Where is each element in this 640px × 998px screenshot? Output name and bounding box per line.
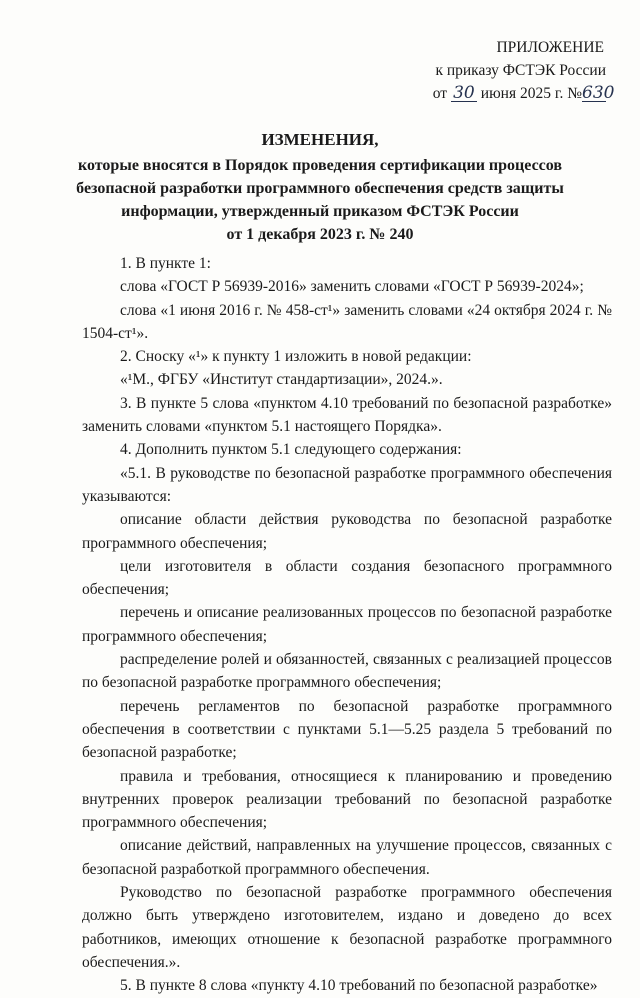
paragraph: цели изготовителя в области создания безопасного программного обеспечения; xyxy=(82,557,612,599)
paragraph: 5. В пункте 8 слова «пункту 4.10 требований по безопасной разработке» xyxy=(120,977,598,995)
paragraph: 2. Сноску «¹» к пункту 1 изложить в новой редакции: xyxy=(120,348,472,366)
appendix-title: ПРИЛОЖЕНИЕ xyxy=(496,39,604,56)
order-date xyxy=(432,82,615,105)
heading-line-1: которые вносятся в Порядок проведения сертификации процессов xyxy=(77,157,563,174)
appendix-subtitle: к приказу ФСТЭК России xyxy=(435,62,606,79)
paragraph: «¹М., ФГБУ «Институт стандартизации», 2024.». xyxy=(120,371,443,389)
paragraph: слова «ГОСТ Р 56939-2016» заменить словами «ГОСТ Р 56939-2024»; xyxy=(120,278,584,296)
paragraph: 1. В пункте 1: xyxy=(120,255,211,272)
paragraph: распределение ролей и обязанностей, связанных с реализацией процессов по безопасной разработке программного обеспечения; xyxy=(82,651,612,692)
heading-line-4: от 1 декабря 2023 г. № 240 xyxy=(226,226,414,243)
document-body xyxy=(82,252,612,998)
heading-title: ИЗМЕНЕНИЯ, xyxy=(261,130,379,149)
paragraph: 4. Дополнить пунктом 5.1 следующего содержания: xyxy=(120,441,462,459)
paragraph: Руководство по безопасной разработке программного обеспечения должно быть утверждено изготовителем, издано и доведено до всех работников, имеющих отношение к безопасной разработке программного обеспечения.». xyxy=(82,884,612,971)
heading-line-2: безопасной разработки программного обеспечения средств защиты xyxy=(76,180,564,197)
paragraph: правила и требования, относящиеся к планированию и проведению внутренних проверок реализации требований по безопасной разработке программного обеспечения; xyxy=(82,767,612,832)
date-prefix: от xyxy=(432,85,448,102)
heading-line-3: информации, утвержденный приказом ФСТЭК России xyxy=(121,203,519,220)
handwritten-day: 30 xyxy=(451,85,477,102)
appendix-header xyxy=(432,36,615,105)
paragraph: 3. В пункте 5 слова «пунктом 4.10 требований по безопасной разработке» заменить словами «пунктом 5.1 настоящего Порядка». xyxy=(82,394,612,436)
paragraph: описание области действия руководства по безопасной разработке программного обеспечения; xyxy=(82,511,612,552)
date-month-year: июня 2025 г. № xyxy=(480,85,582,102)
document-heading xyxy=(40,128,600,246)
paragraph: перечень регламентов по безопасной разработке программного обеспечения в соответствии с пунктами 5.1—5.25 раздела 5 требований по безопасной разработке; xyxy=(82,697,612,762)
paragraph: описание действий, направленных на улучшение процессов, связанных с безопасной разработкой программного обеспечения. xyxy=(82,837,612,878)
handwritten-order-number: 630 xyxy=(582,83,615,103)
paragraph: «5.1. В руководстве по безопасной разработке программного обеспечения указываются: xyxy=(82,464,612,505)
paragraph: перечень и описание реализованных процессов по безопасной разработке программного обеспечения; xyxy=(82,604,612,645)
paragraph: слова «1 июня 2016 г. № 458-ст¹» заменить словами «24 октября 2024 г. № 1504-ст¹». xyxy=(82,301,612,342)
